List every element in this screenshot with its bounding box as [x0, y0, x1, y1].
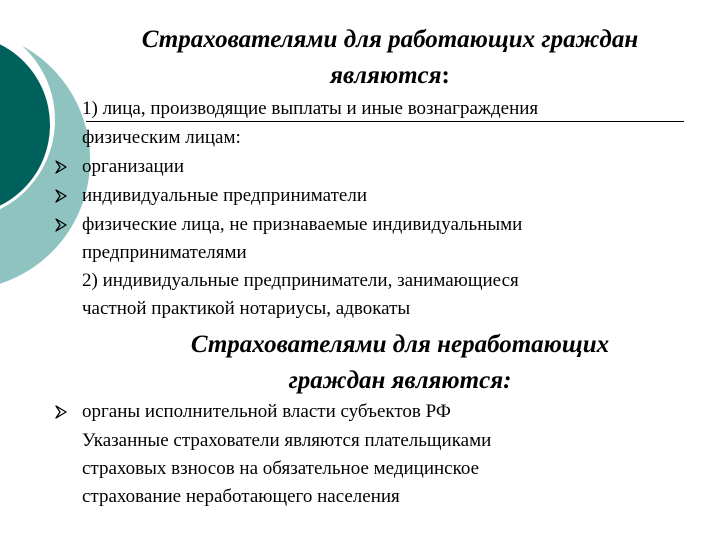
bullet-item-individuals: физические лица, не признаваемые индивидуальными — [82, 214, 523, 235]
text-line-8: частной практикой нотариусы, адвокаты — [82, 298, 411, 319]
decorative-circles — [0, 0, 90, 300]
arrow-bullet-icon — [54, 218, 68, 232]
slide-title-working — [80, 22, 700, 94]
arrow-bullet-icon — [54, 160, 68, 174]
slide-title-nonworking — [100, 327, 700, 399]
bullet-item-entrepreneurs: индивидуальные предприниматели — [82, 185, 367, 206]
title-nonworking-line1: Страхователями для неработающих — [190, 331, 610, 358]
text-line-2: физическим лицам: — [82, 127, 241, 148]
title-working-line1: Страхователями для работающих граждан — [141, 26, 639, 53]
title-nonworking-colon: : — [503, 367, 512, 394]
text-underline — [86, 121, 684, 122]
arrow-bullet-icon — [54, 405, 68, 419]
text-line-11: страховых взносов на обязательное медицинское — [82, 458, 480, 479]
arrow-bullet-icon — [54, 189, 68, 203]
text-line-1: 1) лица, производящие выплаты и иные вознаграждения — [82, 98, 539, 119]
text-line-12: страхование неработающего населения — [82, 486, 400, 507]
text-line-6: предпринимателями — [82, 242, 247, 263]
title-working-line2 — [80, 58, 700, 94]
title-working-colon: : — [441, 62, 450, 89]
bullet-item-authorities: органы исполнительной власти субъектов РФ — [82, 401, 451, 422]
text-line-7: 2) индивидуальные предприниматели, занимающиеся — [82, 270, 519, 291]
bullet-item-organizations: организации — [82, 156, 185, 177]
title-nonworking-line2 — [100, 363, 700, 399]
title-nonworking-line2-text: граждан являются — [288, 367, 504, 394]
text-line-10: Указанные страхователи являются плательщиками — [82, 430, 492, 451]
title-working-line2-text: являются — [330, 62, 442, 89]
